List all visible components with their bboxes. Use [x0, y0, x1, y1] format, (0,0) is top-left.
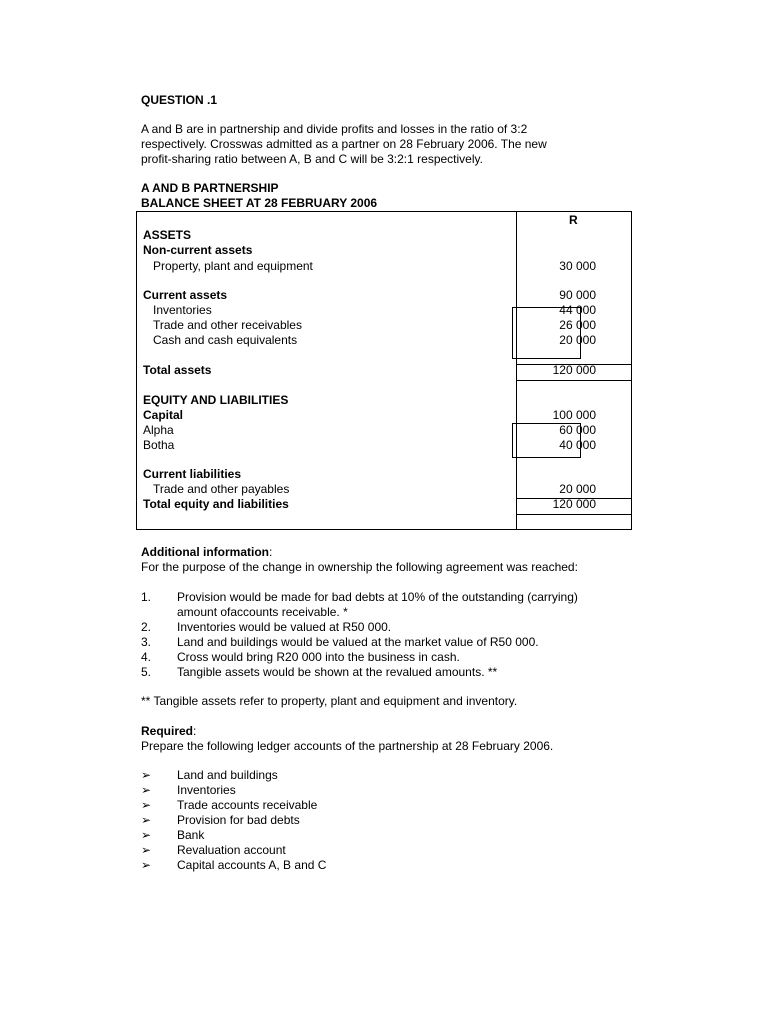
required-item-6: Revaluation account	[177, 843, 286, 857]
currency-header: R	[569, 213, 578, 227]
intro-line-2: respectively. Crosswas admitted as a partner on 28 February 2006. The new	[141, 137, 547, 151]
required-item-1: Land and buildings	[177, 768, 278, 782]
item-3-line-1: Land and buildings would be valued at the market value of R50 000.	[177, 635, 539, 649]
arrow-bullet-icon: ➢	[141, 843, 152, 857]
required-item-5: Bank	[177, 828, 205, 842]
item-1-line-2: amount ofaccounts receivable. *	[177, 605, 348, 619]
required-item-2: Inventories	[177, 783, 236, 797]
inventories-label: Inventories	[153, 303, 212, 317]
item-4-line-1: Cross would bring R20 000 into the business in cash.	[177, 650, 460, 664]
receivables-label: Trade and other receivables	[153, 318, 302, 332]
botha-value: 40 000	[559, 438, 596, 452]
current-liabilities-heading: Current liabilities	[143, 467, 242, 481]
item-5-line-1: Tangible assets would be shown at the revalued amounts. **	[177, 665, 498, 679]
alpha-value: 60 000	[559, 423, 596, 437]
tangible-assets-note: ** Tangible assets refer to property, plant and equipment and inventory.	[141, 694, 518, 708]
required-heading-line	[141, 724, 196, 739]
alpha-label: Alpha	[143, 423, 174, 437]
additional-info-heading-line	[141, 545, 272, 560]
required-heading: Required	[141, 724, 194, 738]
intro-line-3: profit-sharing ratio between A, B and C will be 3:2:1 respectively.	[141, 152, 483, 166]
arrow-bullet-icon: ➢	[141, 768, 152, 782]
item-1-number: 1.	[141, 590, 152, 604]
ppe-value: 30 000	[559, 259, 596, 273]
payables-value: 20 000	[559, 482, 596, 496]
payables-label: Trade and other payables	[153, 482, 290, 496]
current-assets-heading: Current assets	[143, 288, 228, 302]
capital-value: 100 000	[552, 408, 596, 422]
cash-label: Cash and cash equivalents	[153, 333, 298, 347]
total-equity-label: Total equity and liabilities	[143, 497, 289, 511]
inventories-value: 44 000	[559, 303, 596, 317]
required-item-7: Capital accounts A, B and C	[177, 858, 327, 872]
total-assets-label: Total assets	[143, 363, 212, 377]
additional-info-intro: For the purpose of the change in ownership the following agreement was reached:	[141, 560, 578, 574]
arrow-bullet-icon: ➢	[141, 813, 152, 827]
non-current-assets-heading: Non-current assets	[143, 243, 253, 257]
required-colon: :	[193, 724, 197, 738]
current-assets-bracket	[512, 307, 581, 359]
arrow-bullet-icon: ➢	[141, 828, 152, 842]
required-item-3: Trade accounts receivable	[177, 798, 318, 812]
required-intro: Prepare the following ledger accounts of the partnership at 28 February 2006.	[141, 739, 554, 753]
assets-heading: ASSETS	[143, 228, 192, 242]
intro-line-1: A and B are in partnership and divide profits and losses in the ratio of 3:2	[141, 122, 528, 136]
required-item-4: Provision for bad debts	[177, 813, 300, 827]
receivables-value: 26 000	[559, 318, 596, 332]
bs-heading-2: BALANCE SHEET AT 28 FEBRUARY 2006	[141, 196, 378, 210]
item-1-line-1: Provision would be made for bad debts at 10% of the outstanding (carrying)	[177, 590, 578, 604]
arrow-bullet-icon: ➢	[141, 783, 152, 797]
item-4-number: 4.	[141, 650, 152, 664]
arrow-bullet-icon: ➢	[141, 798, 152, 812]
item-2-number: 2.	[141, 620, 152, 634]
total-equity-value: 120 000	[552, 497, 596, 511]
capital-heading: Capital	[143, 408, 184, 422]
total-equity-rule-bottom	[516, 514, 632, 515]
ppe-label: Property, plant and equipment	[153, 259, 313, 273]
bs-heading-1: A AND B PARTNERSHIP	[141, 181, 279, 195]
cash-value: 20 000	[559, 333, 596, 347]
question-title: QUESTION .1	[141, 93, 218, 107]
current-assets-value: 90 000	[559, 288, 596, 302]
arrow-bullet-icon: ➢	[141, 858, 152, 872]
capital-bracket	[512, 423, 581, 458]
item-5-number: 5.	[141, 665, 152, 679]
item-2-line-1: Inventories would be valued at R50 000.	[177, 620, 392, 634]
additional-info-heading: Additional information	[141, 545, 269, 559]
item-3-number: 3.	[141, 635, 152, 649]
total-assets-rule-bottom	[516, 380, 632, 381]
equity-liabilities-heading: EQUITY AND LIABILITIES	[143, 393, 289, 407]
botha-label: Botha	[143, 438, 175, 452]
additional-info-colon: :	[269, 545, 273, 559]
total-assets-value: 120 000	[552, 363, 596, 377]
